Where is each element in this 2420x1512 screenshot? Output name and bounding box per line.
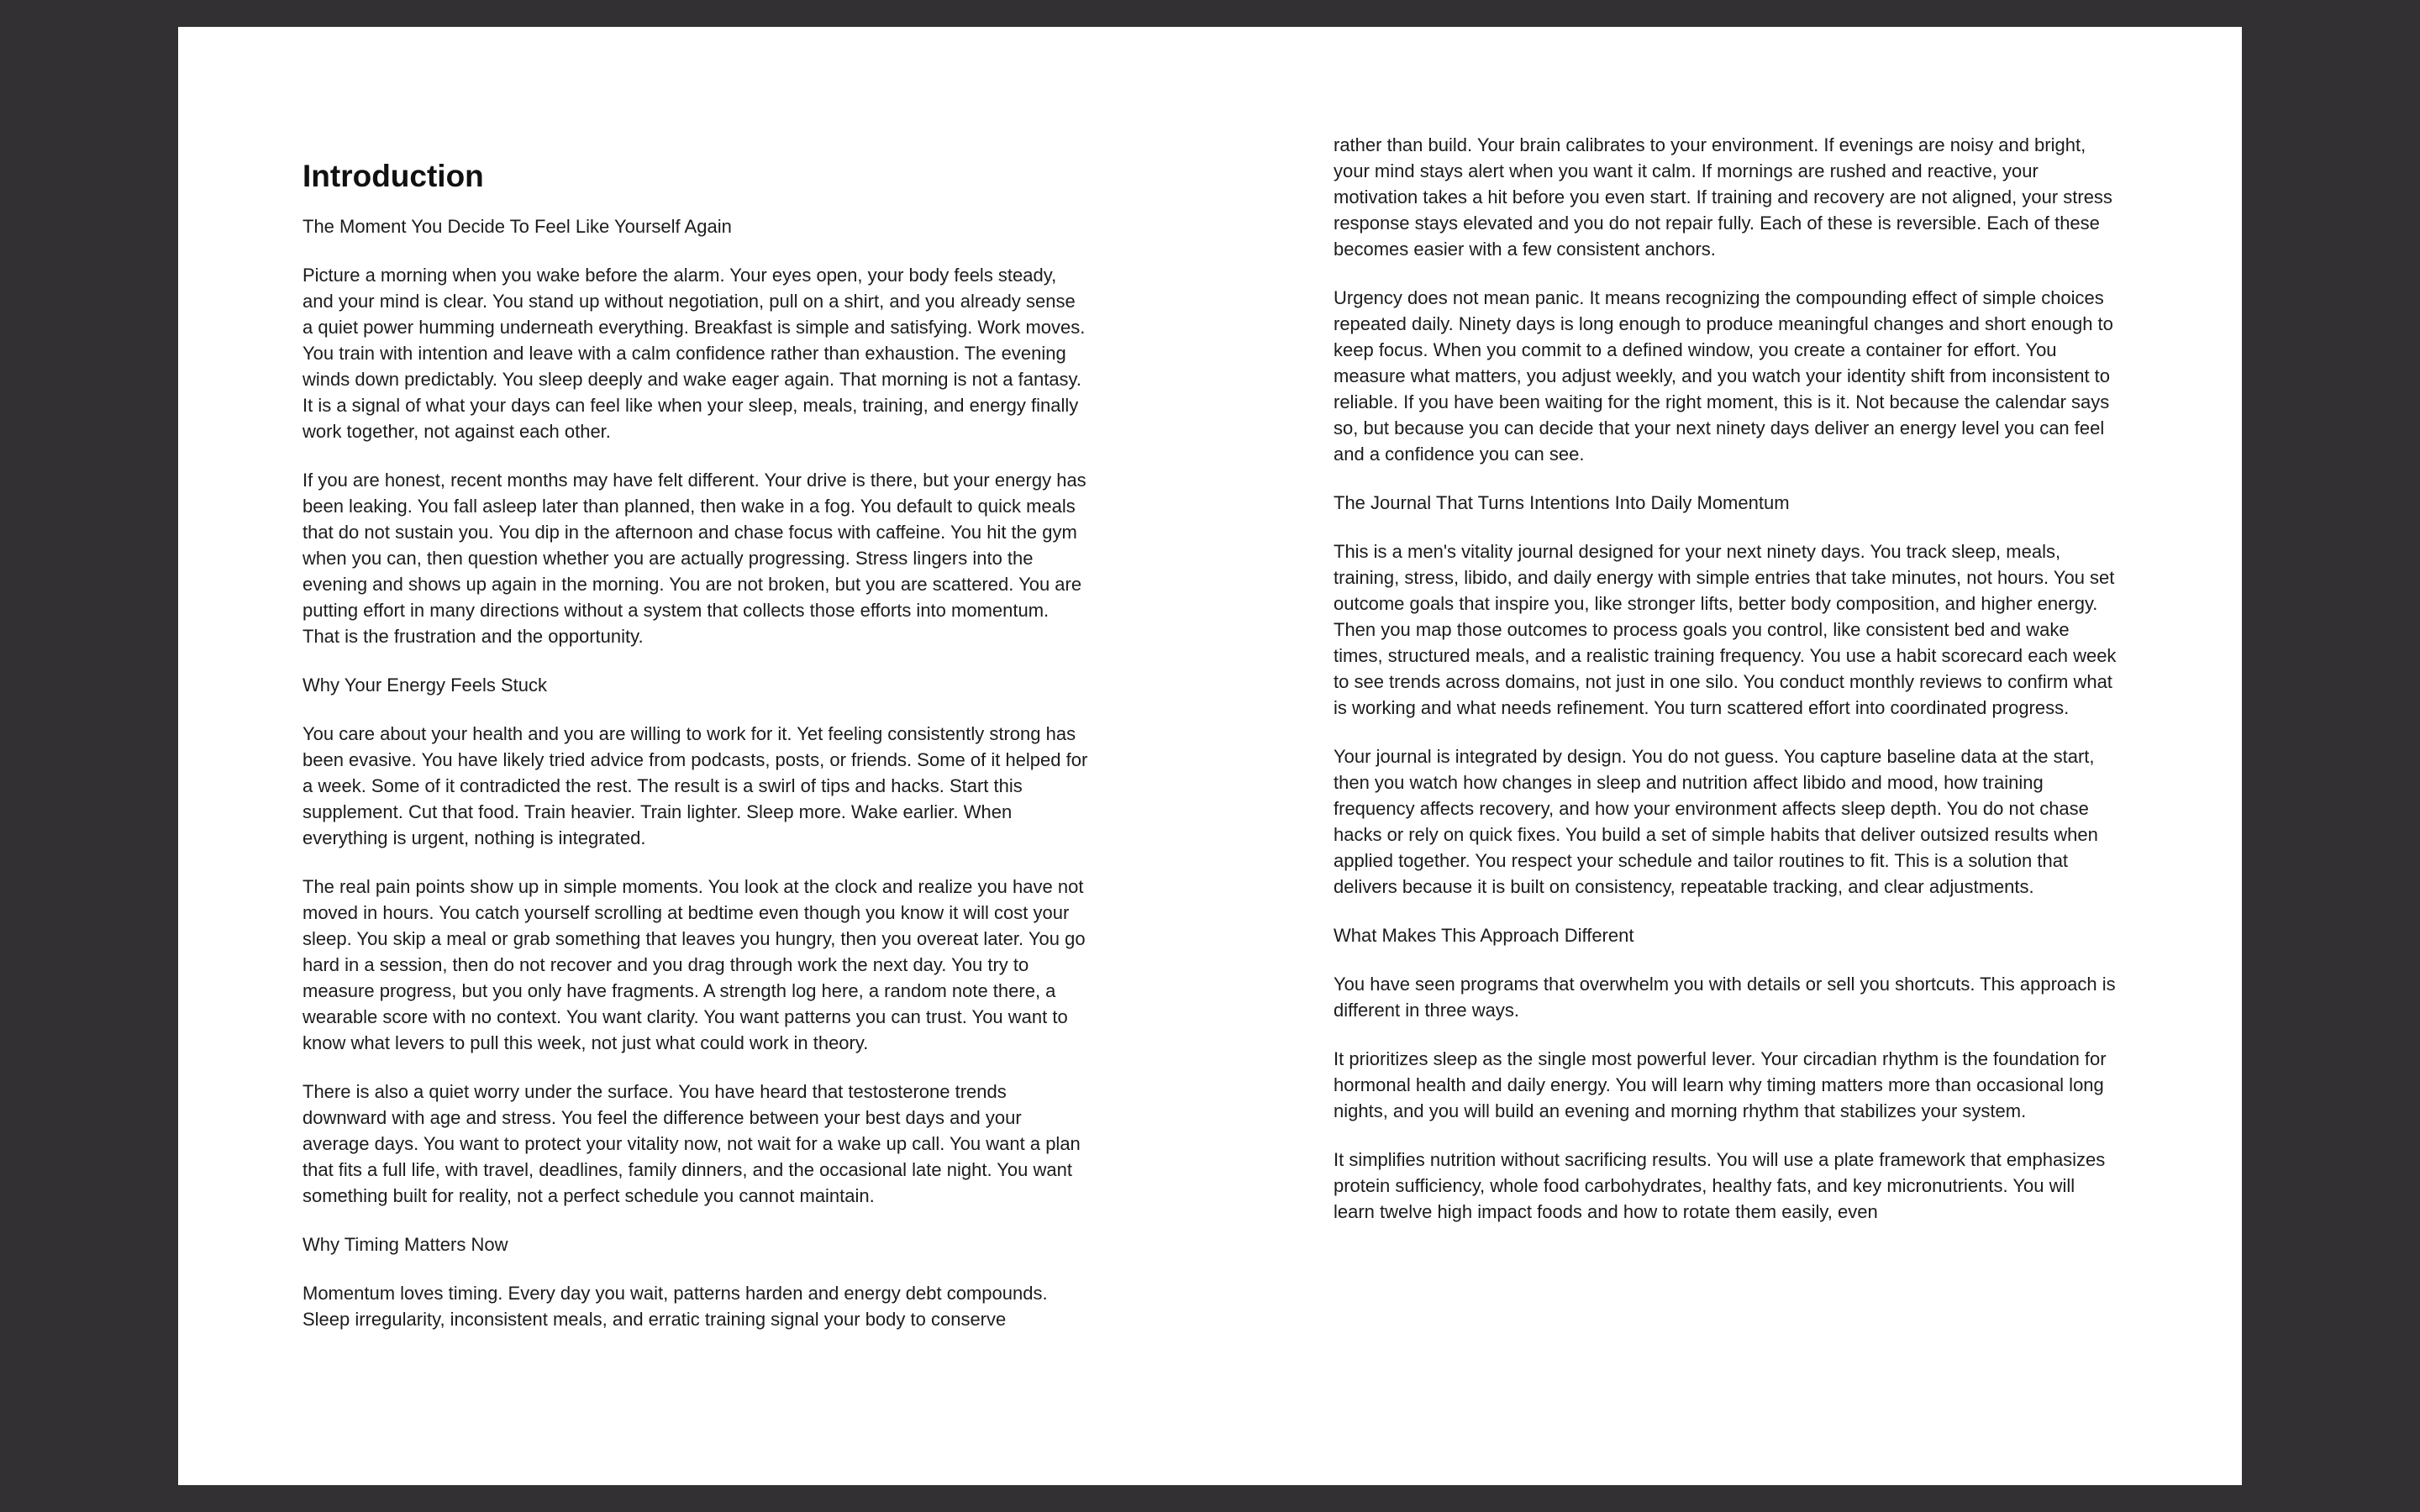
paragraph: This is a men's vitality journal designed for your next ninety days. You track sleep, meals, training, stress, libido, and daily energy with simple entries that take minutes, not hours. You set outcome goals that inspire you, like stronger lifts, better body composition, and higher energy. Then you map those outcomes to process goals you control, like consistent bed and wake times, structured meals, and a realistic training frequency. You use a habit scorecard each week to see trends across domains, not just in one silo. You conduct monthly reviews to confirm what is working and what needs refinement. You turn scattered effort into coordinated progress. [1334,541,2117,718]
paragraph: Momentum loves timing. Every day you wait, patterns harden and energy debt compounds. Sleep irregularity, inconsistent meals, and erratic training signal your body to conserve [302,1283,1048,1330]
chapter-title: Introduction [302,159,484,193]
right-page [1334,134,2119,1247]
paragraph: You care about your health and you are willing to work for it. Yet feeling consistently strong has been evasive. You have likely tried advice from podcasts, posts, or friends. Some of it helped for a week. Some of it contradicted the rest. The result is a swirl of tips and hacks. Start this supplement. Cut that food. Train heavier. Train lighter. Sleep more. Wake earlier. When everything is urgent, nothing is integrated. [302,723,1088,848]
left-page [302,153,1088,1355]
paragraph: Urgency does not mean panic. It means recognizing the compounding effect of simple choices repeated daily. Ninety days is long enough to produce meaningful changes and short enough to keep focus. When you commit to a defined window, you create a container for effort. You measure what matters, you adjust weekly, and you watch your identity shift from inconsistent to reliable. If you have been waiting for the right moment, this is it. Not because the calendar says so, but because you can decide that your next ninety days deliver an energy level you can feel and a confidence you can see. [1334,287,2113,465]
paragraph: It prioritizes sleep as the single most powerful lever. Your circadian rhythm is the foundation for hormonal health and daily energy. You will learn why timing matters more than occasional long nights, and you will build an evening and morning rhythm that stabilizes your system. [1334,1048,2107,1121]
paragraph: It simplifies nutrition without sacrificing results. You will use a plate framework that emphasizes protein sufficiency, whole food carbohydrates, healthy fats, and key micronutrients. You will learn twelve high impact foods and how to rotate them easily, even [1334,1149,2106,1222]
chapter-subtitle: The Moment You Decide To Feel Like Yourself Again [302,216,732,237]
paragraph: rather than build. Your brain calibrates to your environment. If evenings are noisy and bright, your mind stays alert when you want it calm. If mornings are rushed and reactive, your motivation takes a hit before you even start. If training and recovery are not aligned, your stress response stays elevated and you do not repair fully. Each of these is reversible. Each of these becomes easier with a few consistent anchors. [1334,134,2112,260]
section-heading: The Journal That Turns Intentions Into Daily Momentum [1334,492,1790,513]
section-heading: Why Your Energy Feels Stuck [302,675,548,696]
paragraph: The real pain points show up in simple moments. You look at the clock and realize you have not moved in hours. You catch yourself scrolling at bedtime even though you know it will cost your sleep. You skip a meal or grab something that leaves you hungry, then you overeat later. You go hard in a session, then do not recover and you drag through work the next day. You try to measure progress, but you only have fragments. A strength log here, a random note there, a wearable score with no context. You want clarity. You want patterns you can trust. You want to know what levers to pull this week, not just what could work in theory. [302,876,1086,1053]
paragraph: There is also a quiet worry under the surface. You have heard that testosterone trends downward with age and stress. You feel the difference between your best days and your average days. You want to protect your vitality now, not wait for a wake up call. You want a plan that fits a full life, with travel, deadlines, family dinners, and the occasional late night. You want something built for reality, not a perfect schedule you cannot maintain. [302,1081,1081,1206]
paragraph: You have seen programs that overwhelm you with details or sell you shortcuts. This approach is different in three ways. [1334,974,2116,1021]
book-spread [178,27,2242,1485]
paragraph: If you are honest, recent months may have felt different. Your drive is there, but your energy has been leaking. You fall asleep later than planned, then wake in a fog. You default to quick meals that do not sustain you. You dip in the afternoon and chase focus with caffeine. You hit the gym when you can, then question whether you are actually progressing. Stress lingers into the evening and shows up again in the morning. You are not broken, but you are scattered. You are putting effort in many directions without a system that collects those efforts into momentum. That is the frustration and the opportunity. [302,470,1086,647]
paragraph: Picture a morning when you wake before the alarm. Your eyes open, your body feels steady, and your mind is clear. You stand up without negotiation, pull on a shirt, and you already sense a quiet power humming underneath everything. Breakfast is simple and satisfying. Work moves. You train with intention and leave with a calm confidence rather than exhaustion. The evening winds down predictably. You sleep deeply and wake eager again. That morning is not a fantasy. It is a signal of what your days can feel like when your sleep, meals, training, and energy finally work together, not against each other. [302,265,1086,442]
paragraph: Your journal is integrated by design. You do not guess. You capture baseline data at the start, then you watch how changes in sleep and nutrition affect libido and mood, how training frequency affects recovery, and how your environment affects sleep depth. You do not chase hacks or rely on quick fixes. You build a set of simple habits that deliver outsized results when applied together. You respect your schedule and tailor routines to fit. This is a solution that delivers because it is built on consistency, repeatable tracking, and clear adjustments. [1334,746,2098,897]
section-heading: Why Timing Matters Now [302,1234,508,1255]
section-heading: What Makes This Approach Different [1334,925,1634,946]
